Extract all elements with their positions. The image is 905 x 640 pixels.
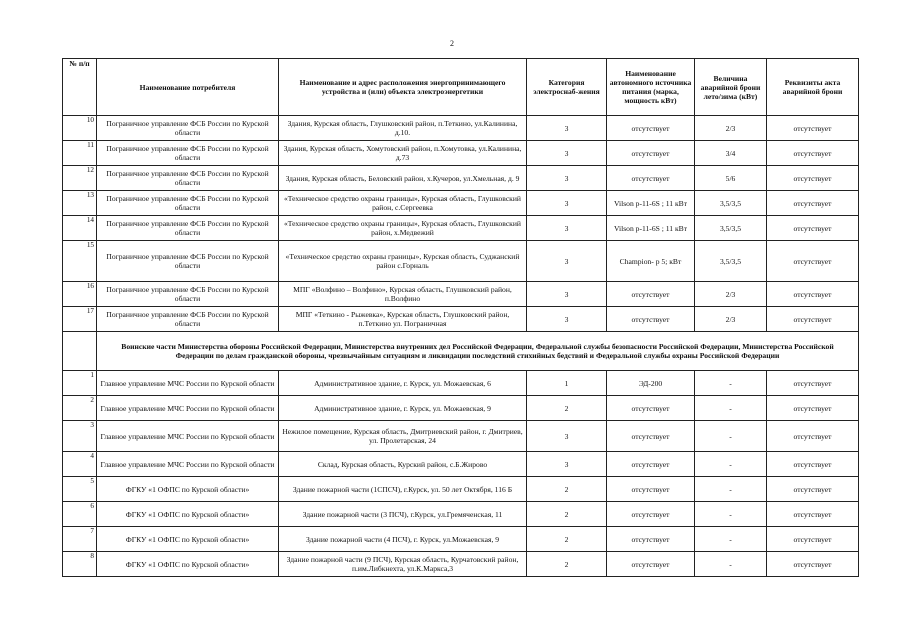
row-address: Здание пожарной части (4 ПСЧ), г. Курск, ул.Можаевская, 9 — [279, 527, 527, 552]
row-act: отсутствует — [767, 141, 859, 166]
row-address: Здания, Курская область, Хомутовский район, п.Хомутовка, ул.Калинина, д.73 — [279, 141, 527, 166]
table-row — [63, 452, 859, 477]
group-heading-spacer — [63, 332, 97, 371]
row-reserve: - — [695, 502, 767, 527]
row-source: Vilson p-11-6S ; 11 кВт — [607, 191, 695, 216]
row-number: 12 — [63, 166, 97, 191]
row-act: отсутствует — [767, 552, 859, 577]
row-consumer: Пограничное управление ФСБ России по Курской области — [97, 116, 279, 141]
row-act: отсутствует — [767, 527, 859, 552]
table-row — [63, 552, 859, 577]
table-row — [63, 477, 859, 502]
row-number: 16 — [63, 282, 97, 307]
row-category: 2 — [527, 552, 607, 577]
row-category: 2 — [527, 477, 607, 502]
row-consumer: ФГКУ «1 ОФПС по Курской области» — [97, 477, 279, 502]
row-number: 3 — [63, 421, 97, 452]
row-act: отсутствует — [767, 116, 859, 141]
row-source: отсутствует — [607, 552, 695, 577]
row-number: 8 — [63, 552, 97, 577]
row-reserve: - — [695, 527, 767, 552]
row-act: отсутствует — [767, 191, 859, 216]
row-consumer: Пограничное управление ФСБ России по Курской области — [97, 166, 279, 191]
row-reserve: 3,5/3,5 — [695, 191, 767, 216]
row-number: 6 — [63, 502, 97, 527]
row-source: отсутствует — [607, 452, 695, 477]
row-category: 3 — [527, 166, 607, 191]
row-category: 3 — [527, 216, 607, 241]
row-category: 3 — [527, 191, 607, 216]
row-address: Здания, Курская область, Глушковский район, п.Теткино, ул.Калинина, д.10. — [279, 116, 527, 141]
row-reserve: 3/4 — [695, 141, 767, 166]
header-consumer: Наименование потребителя — [97, 59, 279, 116]
row-number: 10 — [63, 116, 97, 141]
row-number: 5 — [63, 477, 97, 502]
header-act: Реквизиты акта аварийной брони — [767, 59, 859, 116]
row-act: отсутствует — [767, 307, 859, 332]
row-reserve: 3,5/3,5 — [695, 216, 767, 241]
row-category: 2 — [527, 502, 607, 527]
table-row — [63, 282, 859, 307]
row-address: Склад, Курская область, Курский район, с.Б.Жирово — [279, 452, 527, 477]
row-source: отсутствует — [607, 527, 695, 552]
row-reserve: - — [695, 421, 767, 452]
row-category: 3 — [527, 282, 607, 307]
row-category: 3 — [527, 141, 607, 166]
row-consumer: Главное управление МЧС России по Курской области — [97, 421, 279, 452]
row-source: отсутствует — [607, 477, 695, 502]
row-number: 1 — [63, 371, 97, 396]
row-act: отсутствует — [767, 282, 859, 307]
row-number: 2 — [63, 396, 97, 421]
table-row — [63, 116, 859, 141]
row-consumer: ФГКУ «1 ОФПС по Курской области» — [97, 502, 279, 527]
row-act: отсутствует — [767, 477, 859, 502]
table-row — [63, 166, 859, 191]
row-reserve: - — [695, 452, 767, 477]
row-consumer: Пограничное управление ФСБ России по Курской области — [97, 191, 279, 216]
row-consumer: Главное управление МЧС России по Курской области — [97, 452, 279, 477]
row-address: Административное здание, г. Курск, ул. Можаевская, 6 — [279, 371, 527, 396]
row-reserve: 2/3 — [695, 116, 767, 141]
row-reserve: 2/3 — [695, 282, 767, 307]
group-heading-row — [63, 332, 859, 371]
row-act: отсутствует — [767, 502, 859, 527]
row-source: отсутствует — [607, 307, 695, 332]
row-address: Здания, Курская область, Беловский район, х.Кучеров, ул.Хмельная, д. 9 — [279, 166, 527, 191]
row-consumer: Пограничное управление ФСБ России по Курской области — [97, 141, 279, 166]
row-address: Здание пожарной части (9 ПСЧ), Курская область, Курчатовский район, п.им.Либкнехта, ул.К.Маркса,3 — [279, 552, 527, 577]
row-act: отсутствует — [767, 241, 859, 282]
row-source: отсутствует — [607, 502, 695, 527]
row-address: МПГ «Волфино – Волфино», Курская область, Глушковский район, п.Волфино — [279, 282, 527, 307]
table-row — [63, 396, 859, 421]
row-reserve: - — [695, 552, 767, 577]
row-category: 3 — [527, 421, 607, 452]
row-reserve: - — [695, 477, 767, 502]
row-address: Административное здание, г. Курск, ул. Можаевская, 9 — [279, 396, 527, 421]
table-row — [63, 191, 859, 216]
row-act: отсутствует — [767, 216, 859, 241]
row-source: отсутствует — [607, 396, 695, 421]
table-row — [63, 371, 859, 396]
row-category: 2 — [527, 396, 607, 421]
row-number: 17 — [63, 307, 97, 332]
header-number: № п/п — [63, 59, 97, 116]
row-category: 3 — [527, 241, 607, 282]
table-row — [63, 527, 859, 552]
row-number: 15 — [63, 241, 97, 282]
table-row — [63, 141, 859, 166]
header-address: Наименование и адрес расположения энергопринимающего устройства и (или) объекта электроэнергетики — [279, 59, 527, 116]
row-consumer: Пограничное управление ФСБ России по Курской области — [97, 282, 279, 307]
row-address: Здание пожарной части (3 ПСЧ), г.Курск, ул.Гремяченская, 11 — [279, 502, 527, 527]
row-act: отсутствует — [767, 396, 859, 421]
row-address: Нежилое помещение, Курская область, Дмитриевский район, г. Дмитриев, ул. Пролетарская, 24 — [279, 421, 527, 452]
row-address: «Техническое средство охраны границы», Курская область, Суджанский район с.Горналь — [279, 241, 527, 282]
header-reserve: Величина аварийной брони лето/зима (кВт) — [695, 59, 767, 116]
row-consumer: Пограничное управление ФСБ России по Курской области — [97, 216, 279, 241]
table-row — [63, 307, 859, 332]
row-consumer: ФГКУ «1 ОФПС по Курской области» — [97, 552, 279, 577]
row-category: 3 — [527, 116, 607, 141]
row-number: 4 — [63, 452, 97, 477]
row-number: 7 — [63, 527, 97, 552]
row-address: «Техническое средство охраны границы», Курская область, Глушковский район, с.Сергеевка — [279, 191, 527, 216]
row-consumer: Главное управление МЧС России по Курской области — [97, 396, 279, 421]
row-address: Здание пожарной части (1СПСЧ), г.Курск, ул. 50 лет Октября, 116 Б — [279, 477, 527, 502]
consumers-table — [62, 58, 859, 577]
table-row — [63, 241, 859, 282]
row-act: отсутствует — [767, 421, 859, 452]
row-number: 13 — [63, 191, 97, 216]
row-consumer: Главное управление МЧС России по Курской области — [97, 371, 279, 396]
row-reserve: 2/3 — [695, 307, 767, 332]
row-reserve: - — [695, 396, 767, 421]
row-source: отсутствует — [607, 166, 695, 191]
group-heading: Воинские части Министерства обороны Российской Федерации, Министерства внутренних дел Российской Федерации, Федеральной службы безопасности Российской Федерации, Министерства Российской Федерации по делам гражданской обороны, чрезвычайным ситуациям и ликвидации последствий стихийных бедствий и Федеральной службы охраны Российской Федерации — [97, 332, 859, 371]
row-consumer: ФГКУ «1 ОФПС по Курской области» — [97, 527, 279, 552]
table-row — [63, 421, 859, 452]
row-source: отсутствует — [607, 421, 695, 452]
row-reserve: 5/6 — [695, 166, 767, 191]
row-source: отсутствует — [607, 116, 695, 141]
row-address: «Техническое средство охраны границы», Курская область, Глушковский район, х.Медвежий — [279, 216, 527, 241]
row-act: отсутствует — [767, 452, 859, 477]
row-source: Vilson p-11-6S ; 11 кВт — [607, 216, 695, 241]
table-row — [63, 216, 859, 241]
table-row — [63, 502, 859, 527]
row-source: отсутствует — [607, 141, 695, 166]
row-category: 3 — [527, 307, 607, 332]
header-source: Наименование автономного источника питания (марка, мощность кВт) — [607, 59, 695, 116]
row-reserve: 3,5/3,5 — [695, 241, 767, 282]
row-category: 1 — [527, 371, 607, 396]
row-source: отсутствует — [607, 282, 695, 307]
row-source: Champion- p 5; кВт — [607, 241, 695, 282]
row-number: 11 — [63, 141, 97, 166]
header-category: Категория электроснаб-жения — [527, 59, 607, 116]
row-address: МПГ «Теткино - Рыжевка», Курская область, Глушковский район, п.Теткино ул. Пограничная — [279, 307, 527, 332]
row-consumer: Пограничное управление ФСБ России по Курской области — [97, 241, 279, 282]
table-header-row — [63, 59, 859, 116]
row-source: ЭД-200 — [607, 371, 695, 396]
row-number: 14 — [63, 216, 97, 241]
row-act: отсутствует — [767, 166, 859, 191]
row-consumer: Пограничное управление ФСБ России по Курской области — [97, 307, 279, 332]
row-act: отсутствует — [767, 371, 859, 396]
page-number: 2 — [450, 39, 454, 48]
row-category: 3 — [527, 452, 607, 477]
row-reserve: - — [695, 371, 767, 396]
row-category: 2 — [527, 527, 607, 552]
